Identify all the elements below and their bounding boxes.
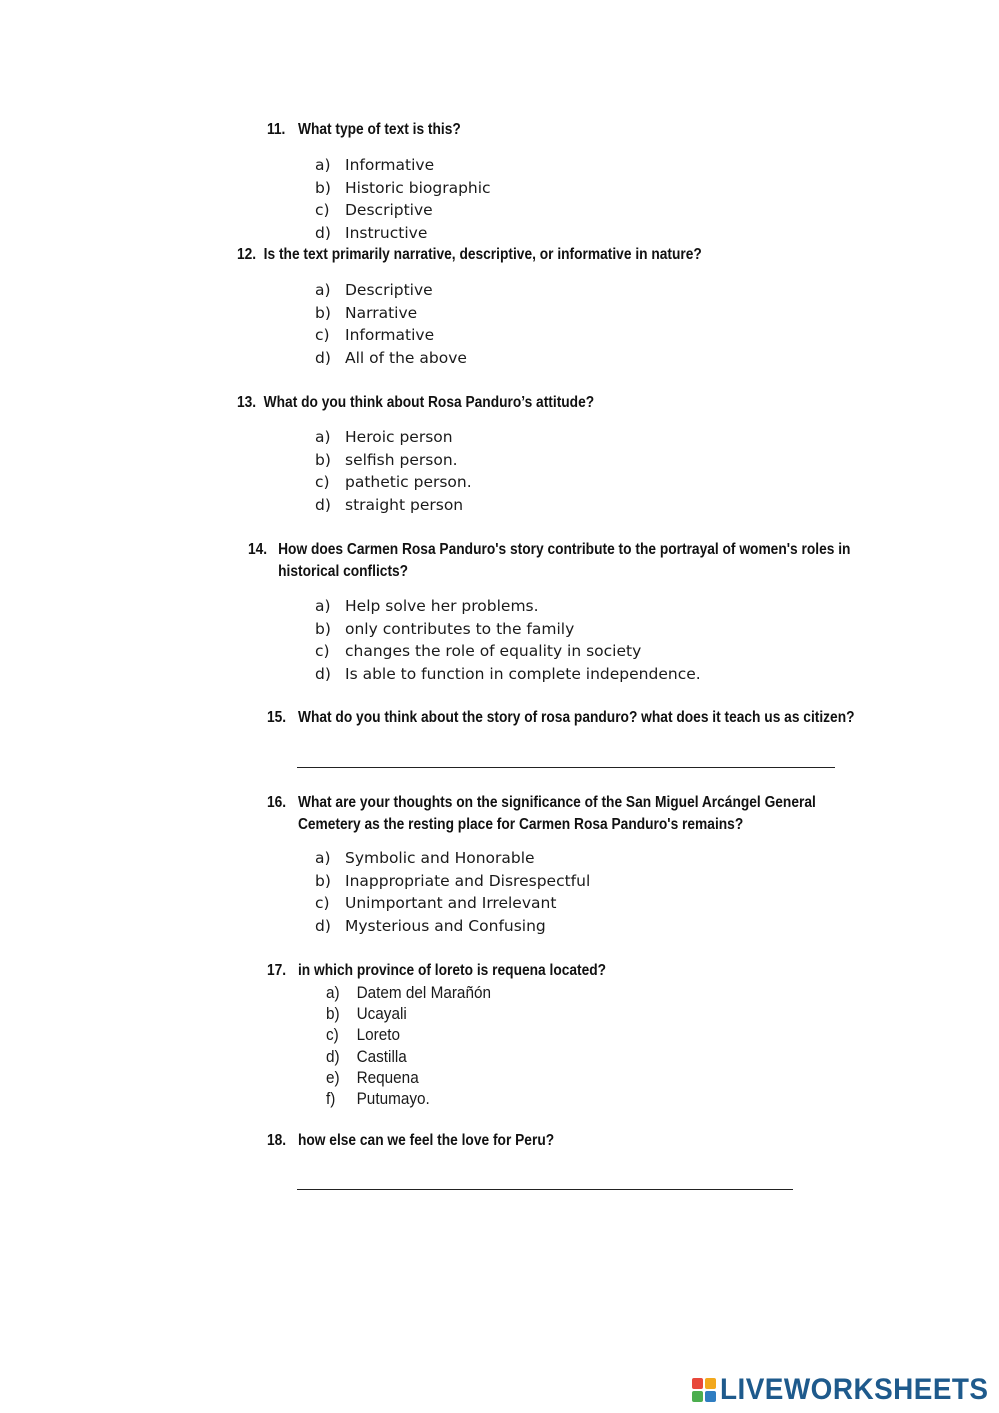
option-a[interactable]: a) Informative xyxy=(315,156,435,174)
brand-name: LIVEWORKSHEETS xyxy=(720,1373,989,1406)
logo-mark-icon xyxy=(692,1378,716,1402)
question-18 xyxy=(267,1130,554,1152)
option-b[interactable]: b) Narrative xyxy=(315,303,418,322)
question-text: how else can we feel the love for Peru? xyxy=(297,1132,555,1149)
option-d[interactable]: d) Mysterious and Confusing xyxy=(315,916,546,935)
option-a[interactable]: a) Help solve her problems. xyxy=(315,597,539,615)
option-c[interactable]: c) Loreto xyxy=(326,1025,400,1045)
question-number: 15. xyxy=(267,709,287,726)
question-text: Is the text primarily narrative, descriptive, or informative in nature? xyxy=(263,246,702,263)
option-e[interactable]: e) Requena xyxy=(326,1067,419,1087)
question-12 xyxy=(237,244,702,266)
question-number: 14. xyxy=(248,541,268,558)
option-a[interactable]: a) Descriptive xyxy=(315,281,433,299)
option-c[interactable]: c) Unimportant and Irrelevant xyxy=(315,894,557,913)
liveworksheets-logo xyxy=(692,1373,999,1407)
options-16 xyxy=(315,847,590,937)
question-number: 11. xyxy=(267,121,286,138)
question-text: What type of text is this? xyxy=(297,121,461,138)
option-a[interactable]: a) Symbolic and Honorable xyxy=(315,849,535,867)
options-17 xyxy=(326,982,509,1109)
option-d[interactable]: d) Is able to function in complete independence. xyxy=(315,664,701,683)
question-11 xyxy=(267,119,461,141)
option-b[interactable]: b) Ucayali xyxy=(326,1004,407,1024)
question-14 xyxy=(248,539,850,583)
answer-line-18[interactable] xyxy=(297,1189,793,1190)
option-c[interactable]: c) changes the role of equality in society xyxy=(315,642,642,661)
question-text: How does Carmen Rosa Panduro's story contribute to the portrayal of women's roles in historical conflicts? xyxy=(278,541,851,580)
logo-square-3 xyxy=(692,1391,703,1402)
option-b[interactable]: b) selfish person. xyxy=(315,450,458,469)
options-14 xyxy=(315,595,701,685)
question-number: 12. xyxy=(237,246,257,263)
question-15 xyxy=(267,707,855,729)
question-16 xyxy=(267,792,816,836)
logo-square-2 xyxy=(705,1378,716,1389)
options-12 xyxy=(315,279,467,369)
question-text: in which province of loreto is requena located? xyxy=(297,962,607,979)
question-number: 13. xyxy=(237,394,257,411)
question-text: What do you think about the story of rosa panduro? what does it teach us as citizen? xyxy=(297,709,855,726)
option-c[interactable]: c) Informative xyxy=(315,326,435,345)
question-17 xyxy=(267,960,606,982)
question-number: 16. xyxy=(267,794,287,811)
option-a[interactable]: a) Datem del Marañón xyxy=(326,983,491,1002)
question-text: What are your thoughts on the significance of the San Miguel Arcángel General Cemetery as the resting place for Carmen Rosa Panduro's remains? xyxy=(297,794,816,833)
option-c[interactable]: c) pathetic person. xyxy=(315,473,472,492)
option-d[interactable]: d) Instructive xyxy=(315,223,428,242)
option-b[interactable]: b) Historic biographic xyxy=(315,178,491,197)
option-d[interactable]: d) All of the above xyxy=(315,348,467,367)
question-text: What do you think about Rosa Panduro’s attitude? xyxy=(263,394,595,411)
question-number: 17. xyxy=(267,962,287,979)
question-number: 18. xyxy=(267,1132,287,1149)
option-d[interactable]: d) Castilla xyxy=(326,1046,407,1066)
option-c[interactable]: c) Descriptive xyxy=(315,201,433,220)
option-b[interactable]: b) only contributes to the family xyxy=(315,619,575,638)
option-d[interactable]: d) straight person xyxy=(315,495,464,514)
answer-line-15[interactable] xyxy=(297,767,835,768)
option-a[interactable]: a) Heroic person xyxy=(315,428,453,446)
option-f[interactable]: f) Putumayo. xyxy=(326,1088,430,1108)
options-13 xyxy=(315,426,472,516)
option-b[interactable]: b) Inappropriate and Disrespectful xyxy=(315,871,591,890)
logo-square-4 xyxy=(705,1391,716,1402)
options-11 xyxy=(315,154,491,244)
question-13 xyxy=(237,392,594,414)
logo-square-1 xyxy=(692,1378,703,1389)
